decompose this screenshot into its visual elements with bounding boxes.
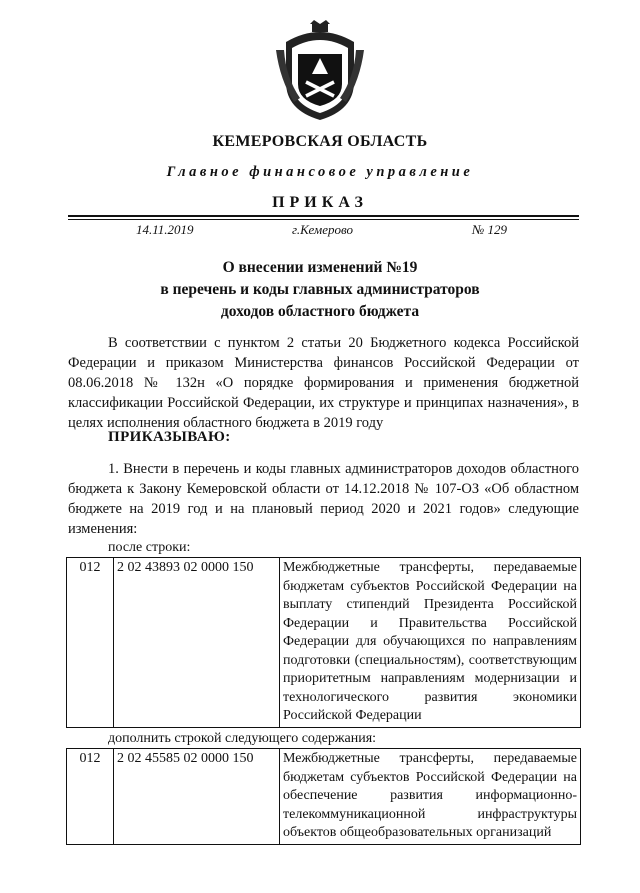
department-name: Главное финансовое управление: [166, 164, 474, 180]
document-type: ПРИКАЗ: [272, 194, 368, 211]
existing-row-table: [66, 557, 581, 728]
coat-of-arms-emblem: [274, 20, 366, 122]
description-cell: Межбюджетные трансферты, передаваемые бюджетам субъектов Российской Федерации на обеспечение развития информационно-телекоммуникационной инфраструктуры объектов общеобразовательных организаций: [280, 749, 581, 845]
add-row-label: дополнить строкой следующего содержания:: [108, 731, 377, 746]
document-date: 14.11.2019: [136, 222, 194, 237]
region-name: КЕМЕРОВСКАЯ ОБЛАСТЬ: [212, 133, 428, 150]
header-rule-thin: [68, 219, 579, 220]
income-code-cell: 2 02 43893 02 0000 150: [114, 558, 280, 728]
document-city: г.Кемерово: [292, 222, 353, 237]
order-word: ПРИКАЗЫВАЮ:: [108, 429, 231, 445]
admin-code-cell: 012: [67, 749, 114, 845]
title-line: доходов областного бюджета: [220, 303, 420, 320]
document-title: [0, 257, 640, 323]
header-rule-thick: [68, 215, 579, 217]
after-row-label: после строки:: [108, 540, 191, 555]
item-1-paragraph: 1. Внести в перечень и коды главных администраторов доходов областного бюджета к Закону Кемеровской области от 14.12.2018 № 107-ОЗ «Об областном бюджете на 2019 год и на плановый период 2020 и 2021 годов» следующие изменения:: [68, 461, 579, 537]
document-number: № 129: [472, 222, 508, 237]
description-cell: Межбюджетные трансферты, передаваемые бюджетам субъектов Российской Федерации на выплату стипендий Президента Российской Федерации и Правительства Российской Федерации для обучающихся по направлениям подготовки (специальностям), соответствующим приоритетным направлениям модернизации и технологического развития экономики Российской Федерации: [280, 558, 581, 728]
table-row: [67, 558, 581, 728]
income-code-cell: 2 02 45585 02 0000 150: [114, 749, 280, 845]
table-row: [67, 749, 581, 845]
preamble-paragraph: В соответствии с пунктом 2 статьи 20 Бюджетного кодекса Российской Федерации и приказом Министерства финансов Российской Федерации от 08.06.2018 № 132н «О порядке формирования и применения бюджетной классификации Российской Федерации, их структуре и принципах назначения», в целях исполнения областного бюджета в 2019 году: [68, 335, 579, 431]
new-row-table: [66, 748, 581, 845]
admin-code-cell: 012: [67, 558, 114, 728]
title-line: О внесении изменений №19: [222, 259, 418, 276]
title-line: в перечень и коды главных администраторов: [160, 281, 480, 298]
